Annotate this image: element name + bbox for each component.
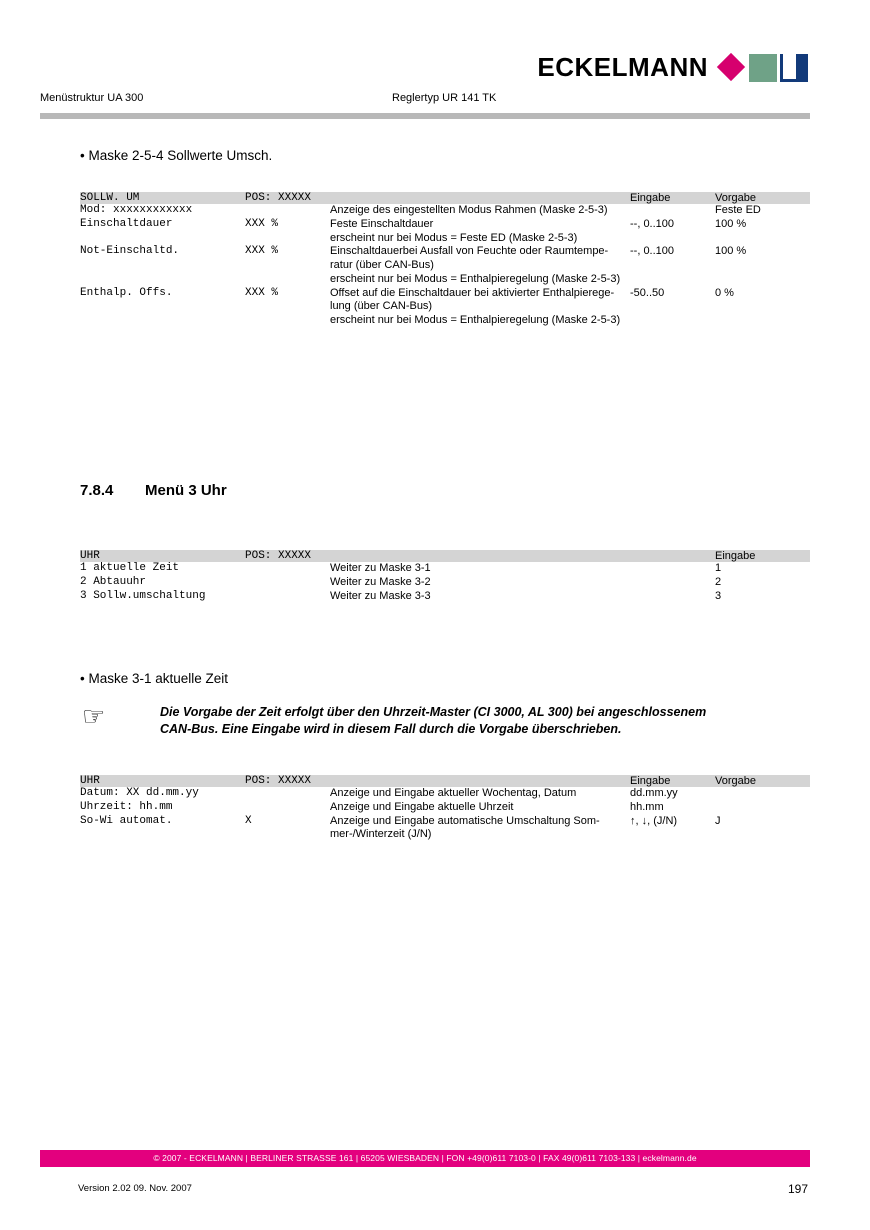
- row-name: 3 Sollw.umschaltung: [80, 589, 206, 602]
- col-header-desc: [330, 775, 630, 787]
- running-head-center: Reglertyp UR 141 TK: [392, 92, 497, 104]
- row-value: XXX %: [245, 217, 279, 230]
- row-vorgabe: J: [715, 814, 721, 827]
- table-uhr-menu: [80, 550, 810, 603]
- eckelmann-logo: [537, 52, 808, 83]
- section-number: 7.8.4: [80, 482, 114, 499]
- table-row-header: [80, 775, 810, 787]
- col-header-eingabe: Eingabe: [630, 192, 715, 204]
- footer-company-line: © 2007 - ECKELMANN | BERLINER STRASSE 161 | 65205 WIESBADEN | FON +49(0)611 7103-0 | FAX 49(0)611 7103-133 | eckelmann.de: [153, 1153, 697, 1163]
- table-row: [80, 287, 810, 315]
- table-row-sub: [80, 232, 810, 246]
- row-desc: Weiter zu Maske 3-2: [330, 575, 431, 588]
- row-desc: Einschaltdauerbei Ausfall von Feuchte oder Raumtempe-ratur (über CAN-Bus): [330, 245, 609, 271]
- logo-marks: [718, 54, 808, 82]
- col-header-pos: POS: XXXXX: [245, 192, 330, 204]
- blue-square-icon: [780, 54, 808, 82]
- col-header-pos: POS: XXXXX: [245, 775, 330, 787]
- row-desc-secondary: erscheint nur bei Modus = Enthalpieregelung (Maske 2-5-3): [330, 314, 621, 326]
- row-eingabe: 2: [715, 575, 722, 588]
- footer-version: Version 2.02 09. Nov. 2007: [78, 1183, 192, 1194]
- row-desc: Weiter zu Maske 3-1: [330, 562, 431, 574]
- row-desc-secondary: erscheint nur bei Modus = Feste ED (Maske 2-5-3): [330, 231, 578, 244]
- row-value: XXX %: [245, 286, 279, 299]
- row-desc: Anzeige und Eingabe aktueller Wochentag, Datum: [330, 787, 577, 799]
- col-header-eingabe: Eingabe: [630, 775, 715, 787]
- row-vorgabe: 0 %: [715, 286, 734, 299]
- table-uhr-aktuelle-zeit: [80, 775, 810, 842]
- row-vorgabe: 100 %: [715, 217, 747, 230]
- row-vorgabe: [715, 787, 810, 801]
- row-name: Mod: xxxxxxxxxxxx: [80, 204, 193, 216]
- table-row: [80, 562, 810, 576]
- row-desc: Feste Einschaltdauer: [330, 217, 434, 230]
- col-header-vorgabe: Vorgabe: [715, 775, 810, 787]
- table-row: [80, 801, 810, 815]
- col-header-name: UHR: [80, 775, 245, 787]
- row-value: [245, 204, 330, 218]
- row-eingabe: --, 0..100: [630, 245, 675, 258]
- row-name: So-Wi automat.: [80, 814, 173, 827]
- hand-pointing-icon: ☞: [82, 701, 106, 731]
- row-desc-secondary: erscheint nur bei Modus = Enthalpieregelung (Maske 2-5-3): [330, 272, 621, 285]
- row-name: 1 aktuelle Zeit: [80, 562, 180, 574]
- section-title: Menü 3 Uhr: [145, 482, 227, 499]
- col-header-vorgabe: Vorgabe: [715, 192, 810, 204]
- table-row: [80, 590, 810, 604]
- row-eingabe: [630, 204, 715, 218]
- table-row: [80, 218, 810, 232]
- row-vorgabe: Feste ED: [715, 204, 761, 216]
- row-vorgabe: 100 %: [715, 245, 747, 258]
- col-header-desc: [330, 192, 630, 204]
- row-desc: Anzeige des eingestellten Modus Rahmen (Maske 2-5-3): [330, 204, 608, 216]
- row-value: [245, 787, 330, 801]
- page-number: 197: [787, 1182, 808, 1196]
- header-rule: [40, 113, 810, 119]
- row-vorgabe: [715, 801, 810, 815]
- footer-bar: [40, 1150, 810, 1167]
- table-row-header: [80, 192, 810, 204]
- table-row-sub: [80, 314, 810, 328]
- table-row: [80, 815, 810, 843]
- row-desc: Offset auf die Einschaltdauer bei aktivierter Enthalpierege-lung (über CAN-Bus): [330, 286, 615, 313]
- note-line-1: Die Vorgabe der Zeit erfolgt über den Uhrzeit-Master (CI 3000, AL 300) bei angeschlossenem: [160, 705, 707, 719]
- table-row: [80, 787, 810, 801]
- row-eingabe: 1: [715, 562, 722, 574]
- row-desc: Anzeige und Eingabe automatische Umschaltung Som-mer-/Winterzeit (J/N): [330, 814, 600, 841]
- row-value: [245, 801, 330, 815]
- diamond-icon: [718, 54, 746, 82]
- row-eingabe: dd.mm.yy: [630, 787, 678, 799]
- table-row: [80, 204, 810, 218]
- row-eingabe: 3: [715, 589, 722, 602]
- col-header-name: UHR: [80, 550, 245, 562]
- bullet-heading-maske-3-1: • Maske 3-1 aktuelle Zeit: [80, 671, 229, 686]
- row-eingabe: hh.mm: [630, 800, 664, 813]
- row-eingabe: -50..50: [630, 286, 665, 299]
- note-line-2: CAN-Bus. Eine Eingabe wird in diesem Fall durch die Vorgabe überschrieben.: [160, 721, 622, 736]
- table-row-header: [80, 550, 810, 562]
- col-header-desc: [330, 550, 715, 562]
- row-name: Not-Einschaltd.: [80, 245, 180, 258]
- row-value: XXX %: [245, 245, 279, 258]
- table-row: [80, 576, 810, 590]
- row-name: Uhrzeit: hh.mm: [80, 800, 173, 813]
- green-square-icon: [749, 54, 777, 82]
- note-text: [160, 704, 790, 738]
- row-name: Enthalp. Offs.: [80, 286, 173, 299]
- col-header-eingabe: Eingabe: [715, 550, 810, 562]
- row-name: 2 Abtauuhr: [80, 575, 147, 588]
- row-desc: Anzeige und Eingabe aktuelle Uhrzeit: [330, 800, 514, 813]
- running-head-left: Menüstruktur UA 300: [40, 92, 144, 104]
- table-row: [80, 245, 810, 273]
- row-name: Datum: XX dd.mm.yy: [80, 787, 199, 799]
- row-name: Einschaltdauer: [80, 217, 173, 230]
- bullet-heading-maske-2-5-4: • Maske 2-5-4 Sollwerte Umsch.: [80, 148, 273, 163]
- row-desc: Weiter zu Maske 3-3: [330, 589, 431, 602]
- row-value: X: [245, 814, 252, 827]
- table-row-sub: [80, 273, 810, 287]
- col-header-pos: POS: XXXXX: [245, 550, 330, 562]
- logo-wordmark: ECKELMANN: [537, 52, 708, 82]
- row-eingabe: ↑, ↓, (J/N): [630, 814, 678, 827]
- row-eingabe: --, 0..100: [630, 217, 675, 230]
- col-header-name: SOLLW. UM: [80, 192, 245, 204]
- table-sollw-um: [80, 192, 810, 328]
